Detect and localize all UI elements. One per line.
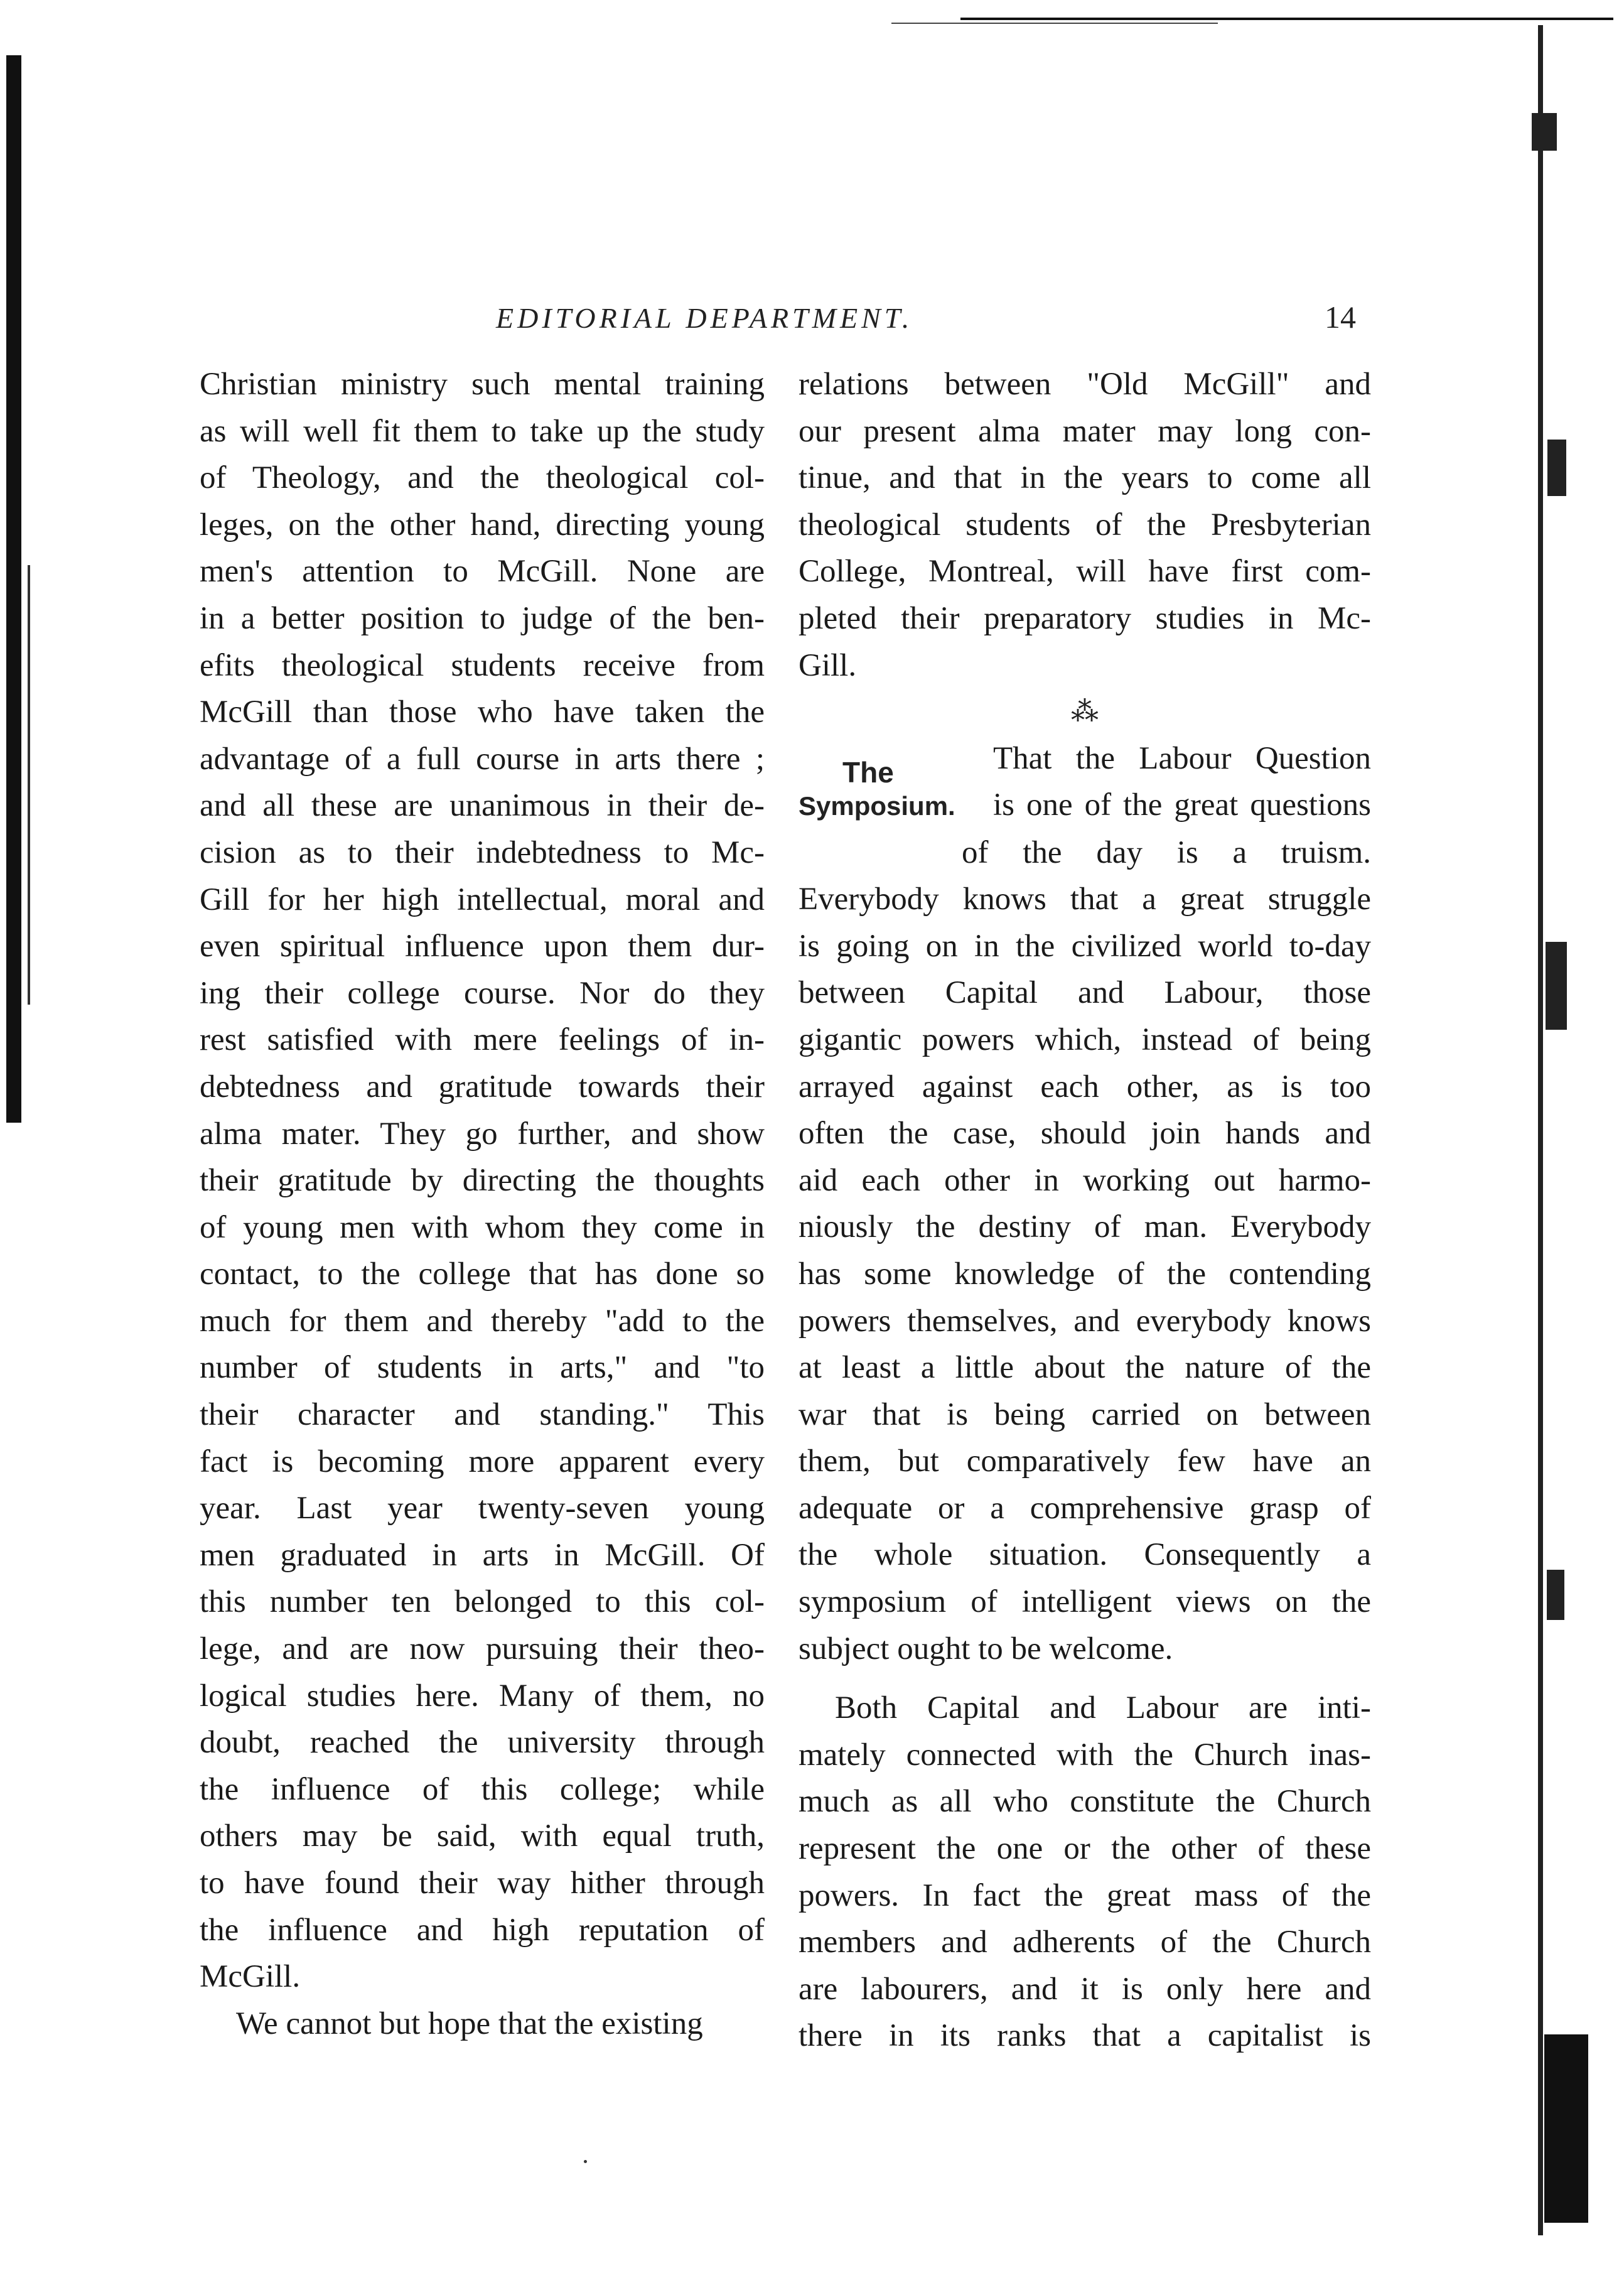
paragraph-opening-line: We cannot but hope that the existing [236, 2006, 703, 2041]
text-line: doubt, reached the university through [200, 1725, 765, 1761]
text-line: their character and standing." This [200, 1397, 765, 1433]
text-line: gigantic powers which, instead of being [799, 1022, 1371, 1057]
text-line: That the Labour Question [993, 741, 1371, 777]
text-line: them, but comparatively few have an [799, 1444, 1371, 1479]
text-line: men graduated in arts in McGill. Of [200, 1537, 765, 1573]
text-line: McGill. [200, 1959, 301, 1995]
text-line: aid each other in working out harmo- [799, 1162, 1371, 1198]
side-heading-line-2: Symposium. [799, 791, 955, 821]
asterism-separator: ⁂ [1071, 696, 1099, 728]
text-line: has some knowledge of the contending [799, 1256, 1371, 1292]
text-line: subject ought to be welcome. [799, 1631, 1173, 1666]
text-line: even spiritual influence upon them dur- [200, 929, 765, 964]
text-line: Christian ministry such mental training [200, 367, 765, 402]
text-line: symposium of intelligent views on the [799, 1584, 1371, 1620]
paragraph-opening-line: Both Capital and Labour are inti- [835, 1690, 1371, 1726]
text-line: the whole situation. Consequently a [799, 1537, 1371, 1573]
text-line: our present alma mater may long con- [799, 413, 1371, 449]
text-line: war that is being carried on between [799, 1396, 1371, 1432]
text-line: of young men with whom they come in [200, 1209, 765, 1245]
edge-mark [1547, 440, 1566, 496]
text-line: men's attention to McGill. None are [200, 554, 765, 590]
text-line: to have found their way hither through [200, 1865, 765, 1901]
text-line: alma mater. They go further, and show [200, 1116, 765, 1152]
text-line: rest satisfied with mere feelings of in- [200, 1022, 765, 1058]
text-line: the influence and high reputation of [200, 1912, 765, 1948]
text-line: as will well fit them to take up the study [200, 413, 765, 449]
text-line: is one of the great questions [993, 787, 1371, 823]
text-line: often the case, should join hands and [799, 1116, 1371, 1152]
text-line: powers themselves, and everybody knows [799, 1303, 1371, 1339]
text-line: this number ten belonged to this col- [200, 1584, 765, 1620]
text-line: Gill. [799, 647, 857, 683]
text-line: Everybody knows that a great struggle [799, 882, 1371, 917]
text-line: adequate or a comprehensive grasp of [799, 1490, 1371, 1526]
text-line: Gill for her high intellectual, moral and [200, 882, 765, 917]
text-line: tinue, and that in the years to come all [799, 460, 1371, 496]
text-line: contact, to the college that has done so [200, 1256, 765, 1292]
text-line: of Theology, and the theological col- [200, 460, 765, 496]
text-line: powers. In fact the great mass of the [799, 1877, 1371, 1913]
page-edge-line [1538, 25, 1543, 2235]
text-line: year. Last year twenty-seven young [200, 1491, 765, 1526]
side-heading [799, 755, 987, 823]
text-line: is going on in the civilized world to-day [799, 928, 1371, 964]
text-line: relations between "Old McGill" and [799, 367, 1371, 402]
scan-edge-top-thin [891, 23, 1218, 24]
text-line: of the day is a truism. [962, 835, 1371, 871]
text-line: pleted their preparatory studies in Mc- [799, 600, 1371, 636]
page-edge-dark-block [1544, 2034, 1588, 2223]
text-line: much as all who constitute the Church [799, 1784, 1371, 1820]
running-title: EDITORIAL DEPARTMENT. [496, 302, 913, 334]
page-edge-right [1532, 0, 1624, 2273]
text-line: arrayed against each other, as is too [799, 1069, 1371, 1104]
text-line: in a better position to judge of the ben- [200, 600, 765, 636]
text-line: between Capital and Labour, those [799, 975, 1371, 1011]
scan-edge-top [960, 18, 1613, 20]
text-line: members and adherents of the Church [799, 1925, 1371, 1960]
text-line: logical studies here. Many of them, no [200, 1678, 765, 1714]
text-line: efits theological students receive from [200, 647, 765, 683]
text-line: number of students in arts," and "to [200, 1350, 765, 1386]
text-line: mately connected with the Church inas- [799, 1737, 1371, 1773]
text-line: cision as to their indebtedness to Mc- [200, 834, 765, 870]
right-column [799, 361, 1371, 2060]
text-line: there in its ranks that a capitalist is [799, 2018, 1371, 2054]
text-line: leges, on the other hand, directing young [200, 507, 765, 543]
text-line: are labourers, and it is only here and [799, 1971, 1371, 2007]
text-line: their gratitude by directing the thoughts [200, 1163, 765, 1199]
text-line: represent the one or the other of these [799, 1831, 1371, 1867]
ink-speck [584, 2160, 587, 2163]
binding-shadow-left-thin [28, 565, 30, 1005]
text-line: College, Montreal, will have first com- [799, 554, 1371, 590]
edge-mark [1532, 113, 1557, 151]
edge-mark [1547, 1570, 1564, 1620]
binding-shadow-left [6, 55, 21, 1123]
side-heading-line-1: The [842, 756, 894, 789]
text-line: others may be said, with equal truth, [200, 1818, 765, 1854]
edge-mark [1546, 942, 1567, 1030]
text-line: fact is becoming more apparent every [200, 1444, 765, 1479]
text-line: and all these are unanimous in their de- [200, 788, 765, 824]
text-line: theological students of the Presbyterian [799, 507, 1371, 543]
text-line: lege, and are now pursuing their theo- [200, 1631, 765, 1667]
text-line: the influence of this college; while [200, 1771, 765, 1807]
text-line: much for them and thereby "add to the [200, 1303, 765, 1339]
text-line: debtedness and gratitude towards their [200, 1069, 765, 1104]
text-line: niously the destiny of man. Everybody [799, 1209, 1371, 1245]
text-line: McGill than those who have taken the [200, 694, 765, 730]
text-line: advantage of a full course in arts there ; [200, 741, 765, 777]
symposium-section-start [799, 735, 1371, 876]
text-line: at least a little about the nature of the [799, 1350, 1371, 1386]
page-number: 14 [1325, 300, 1356, 335]
left-column [200, 361, 765, 2047]
page-edge-spot [1591, 2129, 1600, 2137]
text-line: ing their college course. Nor do they [200, 975, 765, 1011]
